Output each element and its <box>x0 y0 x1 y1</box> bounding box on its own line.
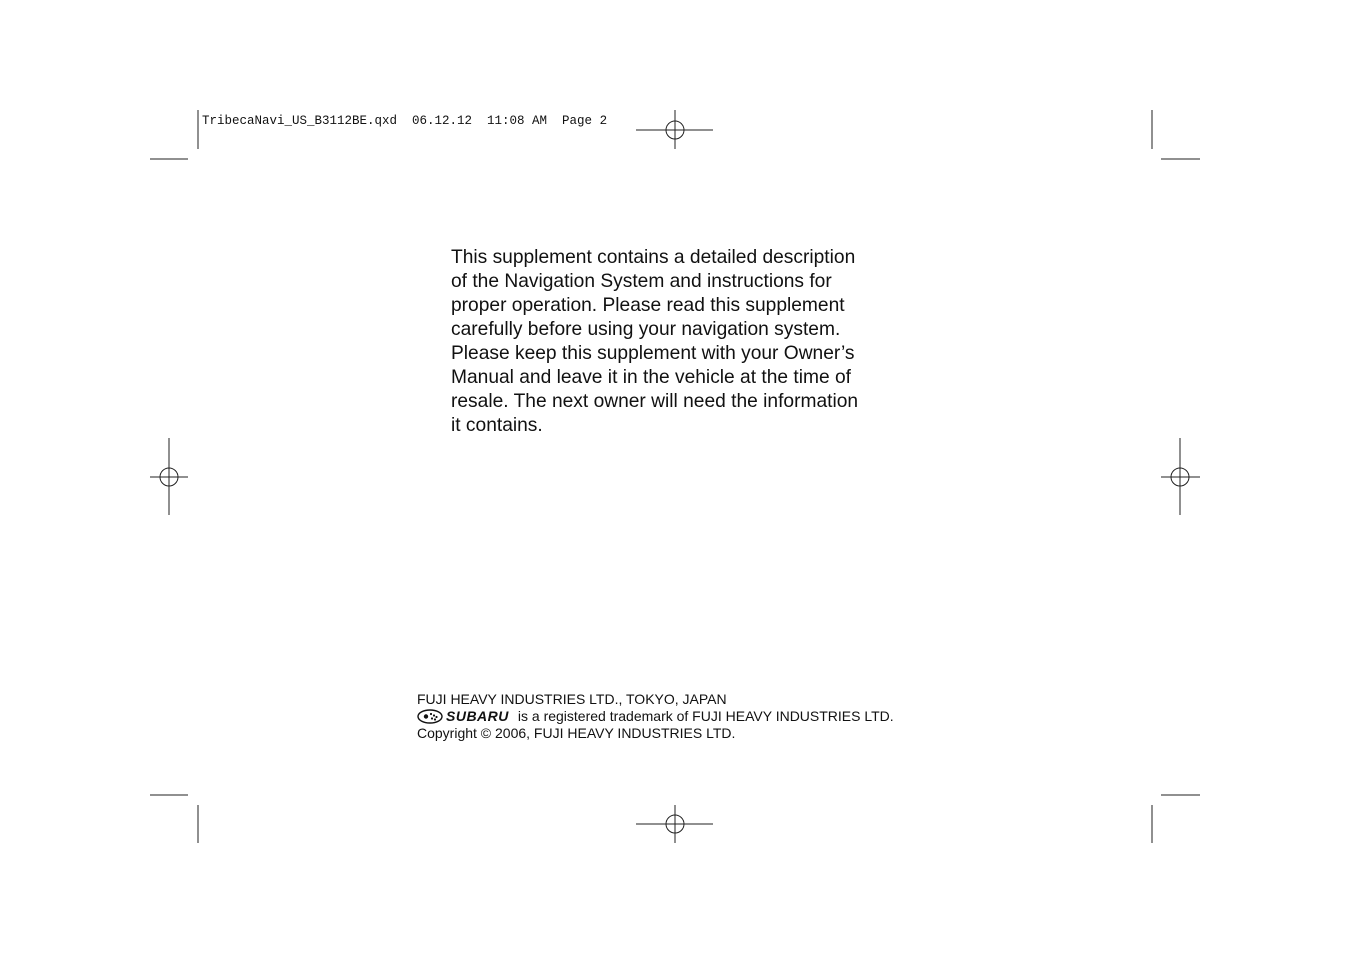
body-line: proper operation. Please read this supplement <box>451 295 845 316</box>
body-line: of the Navigation System and instructions for <box>451 271 832 292</box>
registration-crosshair-icon <box>636 110 713 149</box>
body-line: Please keep this supplement with your Owner’s <box>451 343 855 364</box>
copyright-line: Copyright © 2006, FUJI HEAVY INDUSTRIES LTD. <box>417 725 736 741</box>
crop-mark-icon <box>1152 110 1200 159</box>
body-line: Manual and leave it in the vehicle at the time of <box>451 367 851 388</box>
publisher-footer <box>417 691 894 742</box>
body-line: resale. The next owner will need the information <box>451 391 859 412</box>
trademark-text: is a registered trademark of FUJI HEAVY INDUSTRIES LTD. <box>517 708 894 724</box>
registration-crosshair-icon <box>1161 438 1200 515</box>
registration-crosshair-icon <box>636 805 713 843</box>
file-slug-line: TribecaNavi_US_B3112BE.qxd 06.12.12 11:08 AM Page 2 <box>202 114 608 128</box>
crop-mark-icon <box>150 795 198 843</box>
body-line: carefully before using your navigation system. <box>451 319 841 340</box>
company-line: FUJI HEAVY INDUSTRIES LTD., TOKYO, JAPAN <box>417 691 727 707</box>
body-line: This supplement contains a detailed description <box>451 247 856 268</box>
supplement-description <box>451 246 921 438</box>
subaru-stars-logo-icon <box>417 709 443 724</box>
brand-logo <box>417 708 509 725</box>
body-line: it contains. <box>451 415 543 436</box>
crop-mark-icon <box>1152 795 1200 843</box>
registration-crosshair-icon <box>150 438 188 515</box>
crop-mark-icon <box>150 110 198 159</box>
brand-logo-wordmark: SUBARU <box>446 708 509 724</box>
trademark-line <box>417 708 894 725</box>
